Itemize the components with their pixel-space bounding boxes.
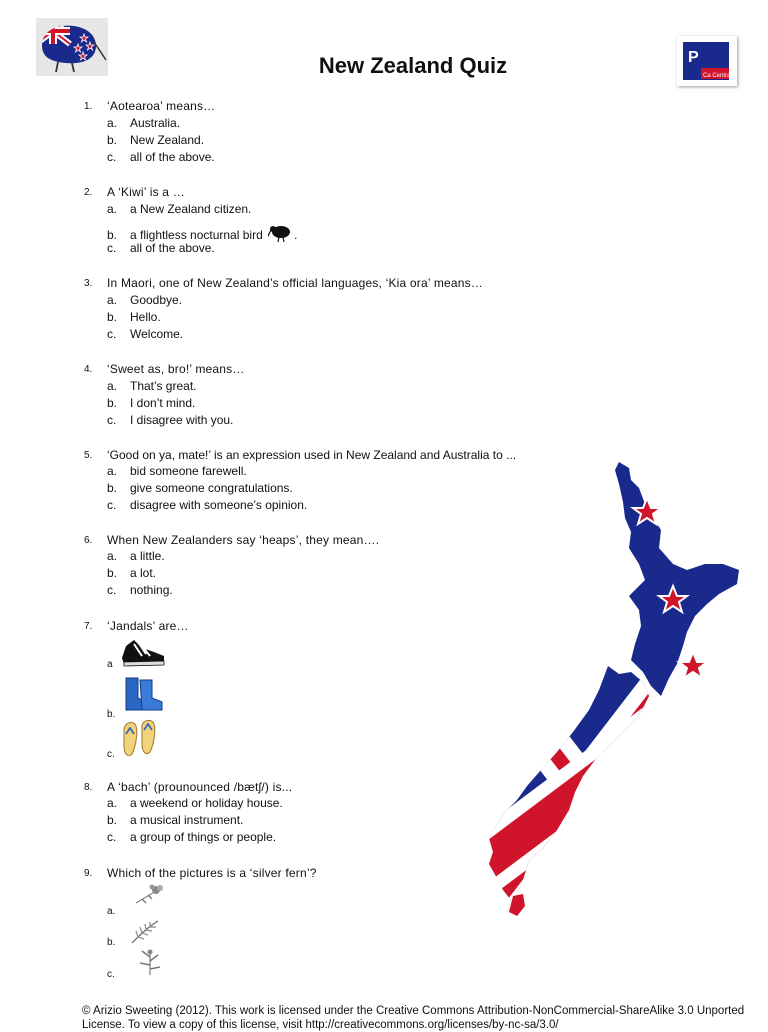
option-a: a. a New Zealand citizen. <box>107 202 252 216</box>
option-c: c. all of the above. <box>107 150 215 164</box>
option-c: c. a group of things or people. <box>107 830 277 844</box>
option-b: b. a lot. <box>107 566 157 580</box>
option-a: a. a little. <box>107 549 165 563</box>
silver-fern-icon <box>130 919 160 950</box>
question-9 <box>84 865 317 985</box>
option-b-label: b. <box>107 709 116 720</box>
option-b: b. a flightless nocturnal bird . <box>107 223 297 244</box>
option-b: b. I don’t mind. <box>107 396 196 410</box>
option-c: c. nothing. <box>107 583 173 597</box>
option-c: c. Welcome. <box>107 327 184 341</box>
question-text: ‘Jandals’ are… <box>107 619 189 633</box>
option-b-label: b. <box>107 937 116 948</box>
nz-flag-map <box>483 460 745 918</box>
question-number: 4. <box>84 364 93 375</box>
kiwi-bird-icon <box>268 223 294 243</box>
option-a: a. bid someone farewell. <box>107 464 247 478</box>
question-text: When New Zealanders say ‘heaps’, they mean…. <box>107 533 380 547</box>
question-number: 2. <box>84 187 93 198</box>
question-text: Which of the pictures is a ‘silver fern’? <box>107 866 317 880</box>
question-text: A ‘Kiwi’ is a … <box>107 185 185 199</box>
option-c: c. disagree with someone’s opinion. <box>107 498 308 512</box>
option-a: a. a weekend or holiday house. <box>107 796 283 810</box>
rain-boots-icon <box>122 674 166 719</box>
brand-logo-letter: P <box>688 49 699 66</box>
option-c-label: c. <box>107 749 115 760</box>
option-b: b. give someone congratulations. <box>107 481 293 495</box>
question-text: ‘Aotearoa’ means… <box>107 99 216 113</box>
question-number: 7. <box>84 621 93 632</box>
question-7 <box>84 618 284 768</box>
option-a: a. Goodbye. <box>107 293 183 307</box>
option-b: b. Hello. <box>107 310 161 324</box>
flower-icon <box>134 883 166 912</box>
option-a: a. That’s great. <box>107 379 197 393</box>
option-a: a. Australia. <box>107 116 181 130</box>
question-number: 5. <box>84 450 93 461</box>
option-a-label: a. <box>107 906 116 917</box>
license-footer: © Arizio Sweeting (2012). This work is licensed under the Creative Commons Attribution-NonCommercial-ShareAlike 3.0 Unported License. To view a copy of this license, visit http://creativecommons.org/licenses/by-nc-sa/3.0/ <box>82 1005 745 1031</box>
brand-logo-text: Ca Central <box>703 73 732 79</box>
question-number: 6. <box>84 535 93 546</box>
option-b: b. New Zealand. <box>107 133 205 147</box>
question-text: ‘Good on ya, mate!’ is an expression used in New Zealand and Australia to ... <box>107 448 517 462</box>
question-number: 1. <box>84 101 93 112</box>
plant-sprig-icon <box>136 947 164 982</box>
option-c: c. all of the above. <box>107 241 215 255</box>
option-c-label: c. <box>107 969 115 980</box>
question-text: A ‘bach’ (prounounced /bætʃ/) is... <box>107 780 293 794</box>
option-b: b. a musical instrument. <box>107 813 244 827</box>
option-c: c. I disagree with you. <box>107 413 234 427</box>
jandals-icon <box>120 718 160 763</box>
question-number: 8. <box>84 782 93 793</box>
question-text: ‘Sweet as, bro!’ means… <box>107 362 245 376</box>
page-title: New Zealand Quiz <box>318 53 508 78</box>
question-number: 3. <box>84 278 93 289</box>
question-number: 9. <box>84 868 93 879</box>
sneaker-icon <box>120 634 166 673</box>
option-a-label: a <box>107 659 113 670</box>
question-text: In Maori, one of New Zealand’s official languages, ‘Kia ora’ means… <box>107 276 484 290</box>
